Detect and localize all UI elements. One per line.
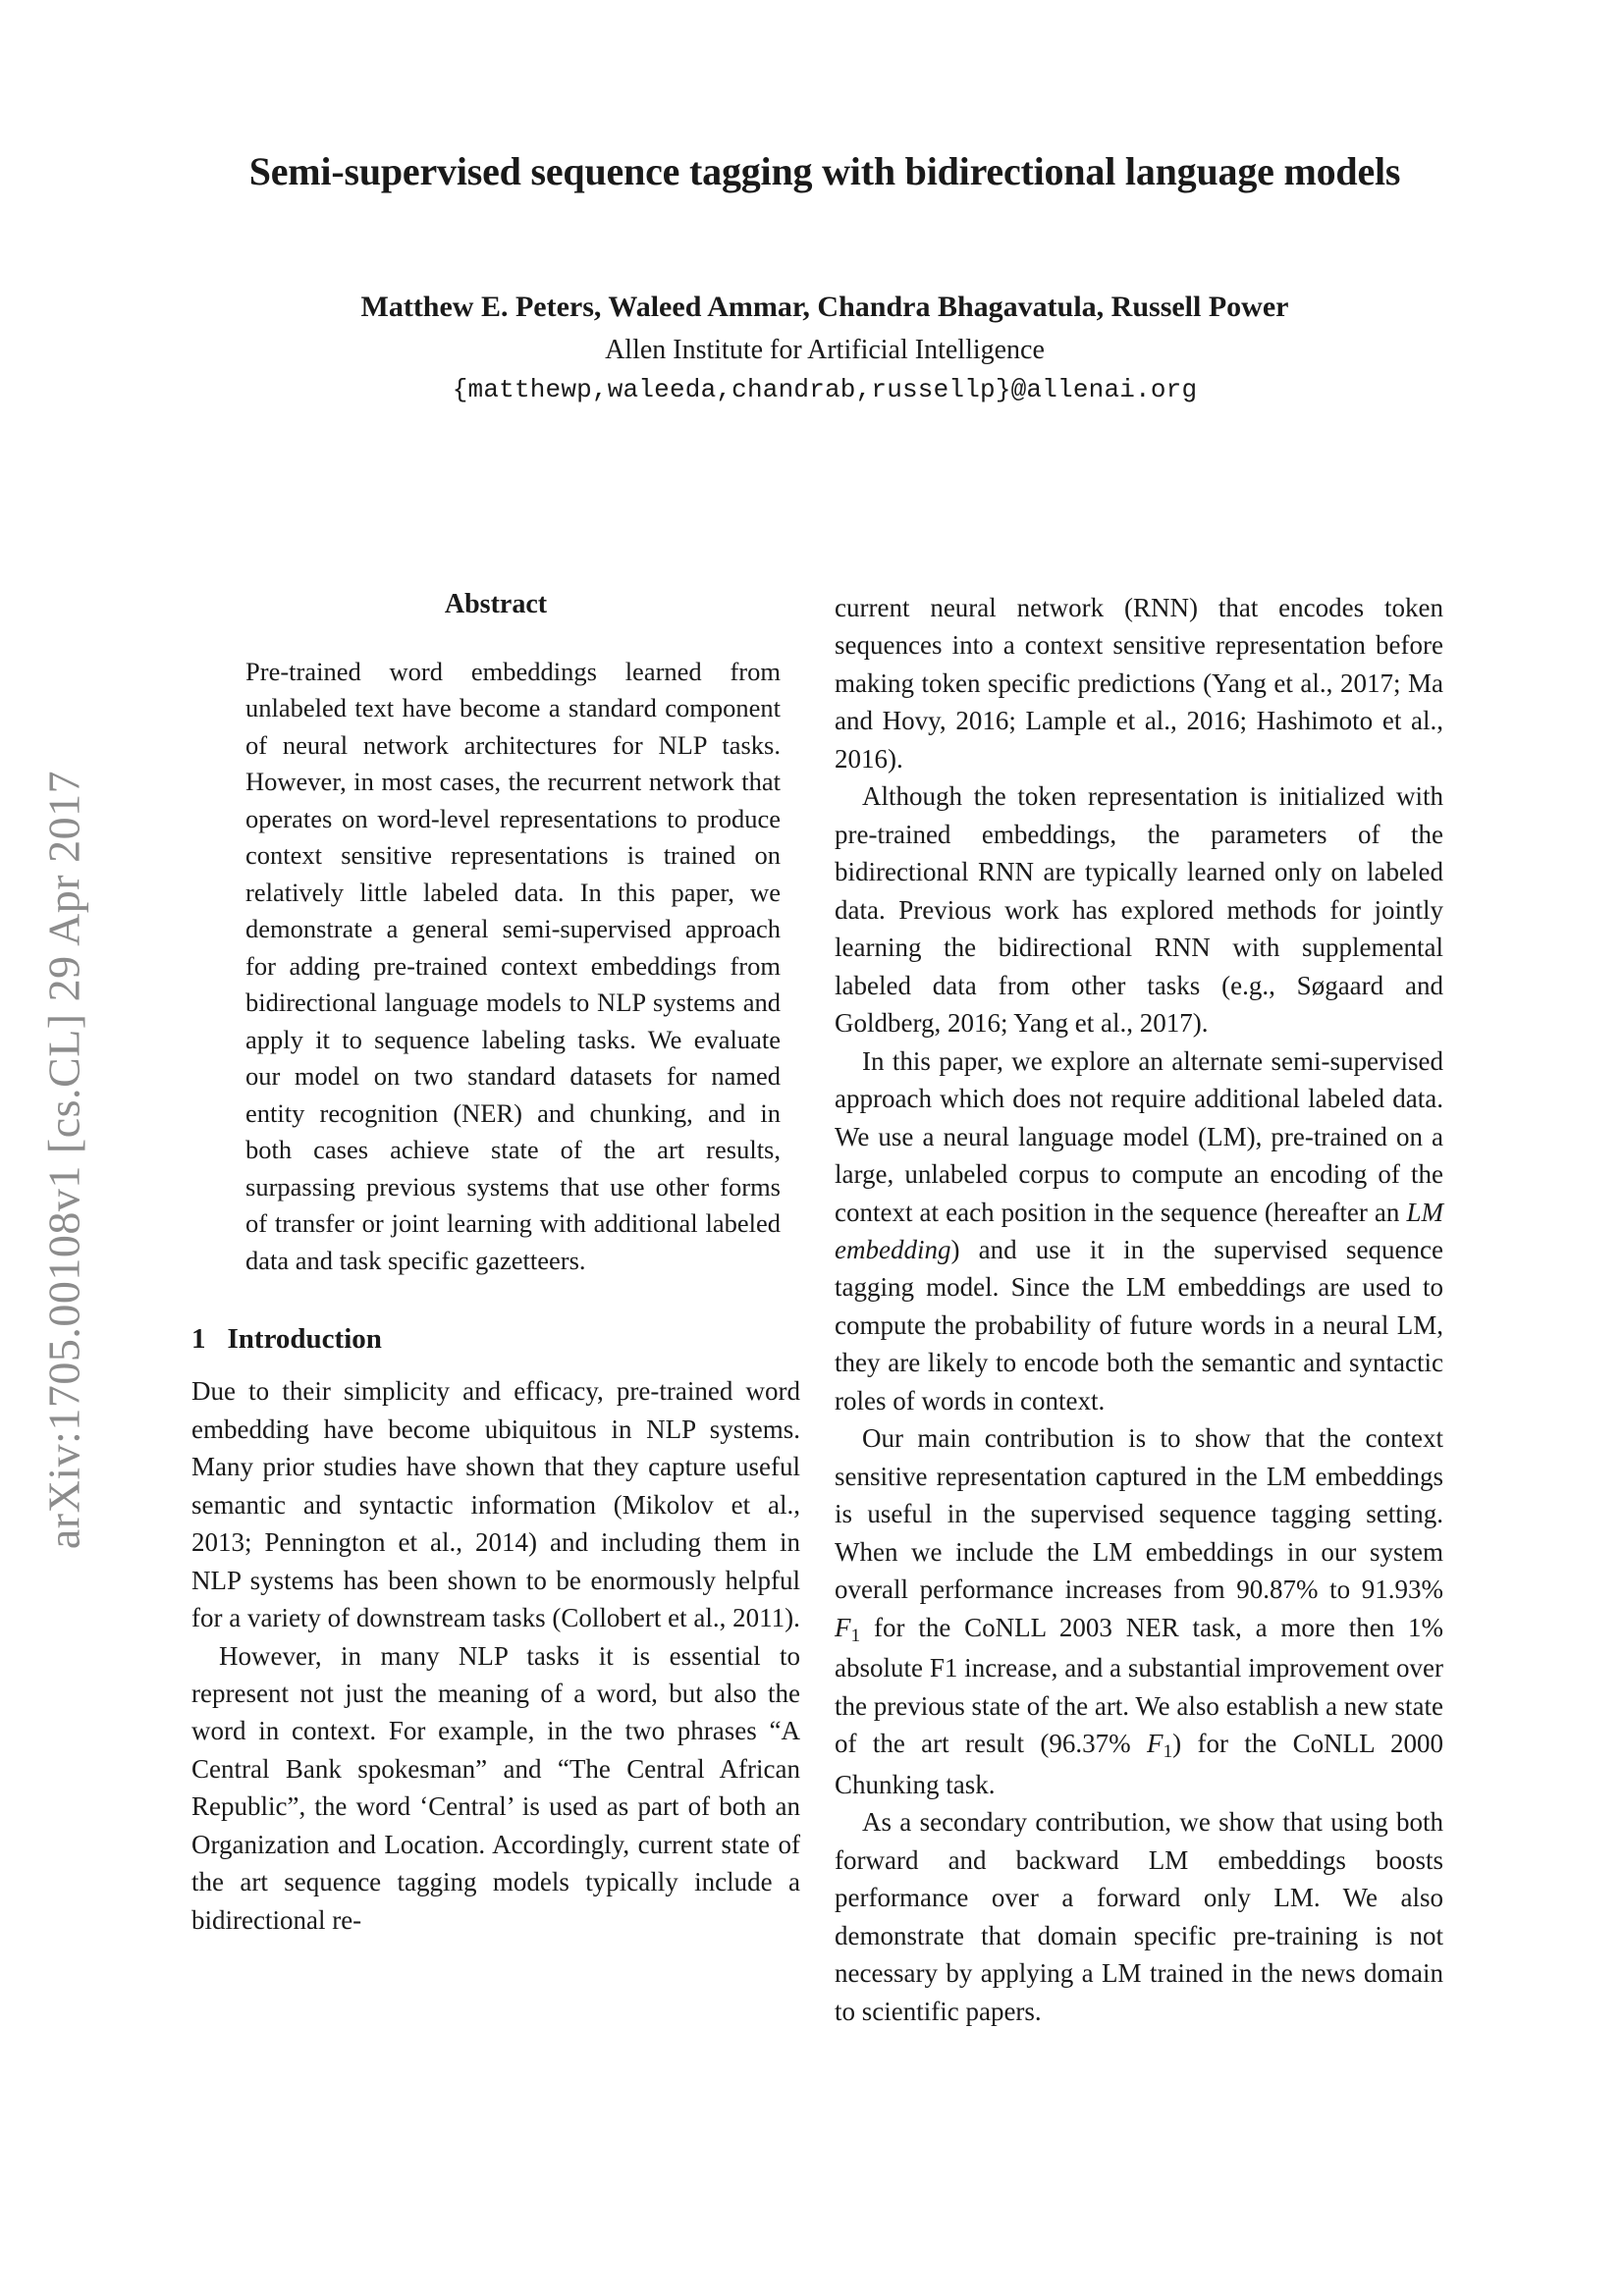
para5-text-part1: Our main contribution is to show that the context sensitive representation captured in the LM embeddings is useful in the supervised sequence tagging setting. When we include the LM embeddings in our system overall performance increases from 90.87% to 91.93% — [835, 1423, 1443, 1605]
contact-emails: {matthewp,waleeda,chandrab,russellp}@allenai.org — [452, 375, 1198, 405]
para5-text-part2: for the CoNLL 2003 NER task, a more then 1% absolute F1 increase, and a substantial improvement over the previous state of the art. We also establish a new state of the art result (96.37% — [835, 1612, 1443, 1759]
lm-embedding-term: LM embedding — [835, 1197, 1443, 1264]
f1-metric-subscript: 1 — [850, 1625, 861, 1646]
author-list: Matthew E. Peters, Waleed Ammar, Chandra Bhagavatula, Russell Power — [360, 291, 1289, 323]
arxiv-stamp: arXiv:1705.00108v1 [cs.CL] 29 Apr 2017 — [38, 770, 89, 1550]
intro-paragraph-1: Due to their simplicity and efficacy, pre-trained word embedding have become ubiquitous in NLP systems. Many prior studies have shown that they capture useful semantic and syntactic information (Mikolov et al., 2013; Pennington et al., 2014) and including them in NLP systems has been shown to be enormously helpful for a variety of downstream tasks (Collobert et al., 2011). — [191, 1376, 800, 1633]
section-title: Introduction — [227, 1323, 382, 1356]
abstract-text: Pre-trained word embeddings learned from unlabeled text have become a standard component of neural network architectures for NLP tasks. However, in most cases, the recurrent network that operates on word-level representations to produce context sensitive representations is trained on relatively little labeled data. In this paper, we demonstrate a general semi-supervised approach for adding pre-trained context embeddings from bidirectional language models to NLP systems and apply it to sequence labeling tasks. We evaluate our model on two standard datasets for named entity recognition (NER) and chunking, and in both cases achieve state of the art results, surpassing previous systems that use other forms of transfer or joint learning with additional labeled data and task specific gazetteers. — [245, 657, 781, 1275]
affiliation: Allen Institute for Artificial Intelligence — [605, 335, 1045, 365]
para5-text-part3: ) for the CoNLL 2000 Chunking task. — [835, 1729, 1444, 1799]
abstract-heading: Abstract — [444, 589, 548, 619]
intro-paragraph-3: Although the token representation is initialized with pre-trained embeddings, the parameters of the bidirectional RNN are typically learned only on labeled data. Previous work has explored methods for jointly learning the bidirectional RNN with supplemental labeled data from other tasks (e.g., Søgaard and Goldberg, 2016; Yang et al., 2017). — [835, 781, 1443, 1039]
f1-metric-subscript-2: 1 — [1163, 1741, 1173, 1762]
title-block — [147, 147, 1502, 407]
intro-paragraph-6: As a secondary contribution, we show that using both forward and backward LM embeddings boosts performance over a forward only LM. We also demonstrate that domain specific pre-training is not necessary by applying a LM trained in the news domain to scientific papers. — [835, 1807, 1443, 2026]
para4-text-part1: In this paper, we explore an alternate semi-supervised approach which does not require additional labeled data. We use a neural language model (LM), pre-trained on a large, unlabeled corpus to compute an encoding of the context at each position in the sequence (hereafter an — [835, 1045, 1443, 1227]
left-column — [191, 589, 800, 1939]
intro-paragraph-5 — [835, 1419, 1443, 1803]
f1-metric-symbol-2: F — [1146, 1729, 1164, 1759]
abstract-block — [245, 654, 781, 1279]
page-title: Semi-supervised sequence tagging with bidirectional language models — [248, 149, 1401, 193]
f1-metric-symbol: F — [835, 1612, 851, 1642]
body-columns — [191, 589, 1443, 2160]
intro-paragraph-4 — [835, 1042, 1443, 1420]
para4-text-part2: ) and use it in the supervised sequence tagging model. Since the LM embeddings are used to compute the probability of future words in a neural LM, they are likely to encode both the semantic and syntactic roles of words in context. — [835, 1234, 1443, 1415]
right-column — [835, 589, 1443, 2030]
section-heading-introduction — [191, 1323, 800, 1356]
intro-paragraph-2-continued: current neural network (RNN) that encodes token sequences into a context sensitive representation before making token specific predictions (Yang et al., 2017; Ma and Hovy, 2016; Lample et al., 2016; Hashimoto et al., 2016). — [835, 593, 1443, 774]
section-number: 1 — [191, 1323, 206, 1356]
intro-paragraph-2: However, in many NLP tasks it is essential to represent not just the meaning of a word, but also the word in context. For example, in the two phrases “A Central Bank spokesman” and “The Central African Republic”, the word ‘Central’ is used as part of both an Organization and Location. Accordingly, current state of the art sequence tagging models typically include a bidirectional re- — [191, 1640, 800, 1935]
